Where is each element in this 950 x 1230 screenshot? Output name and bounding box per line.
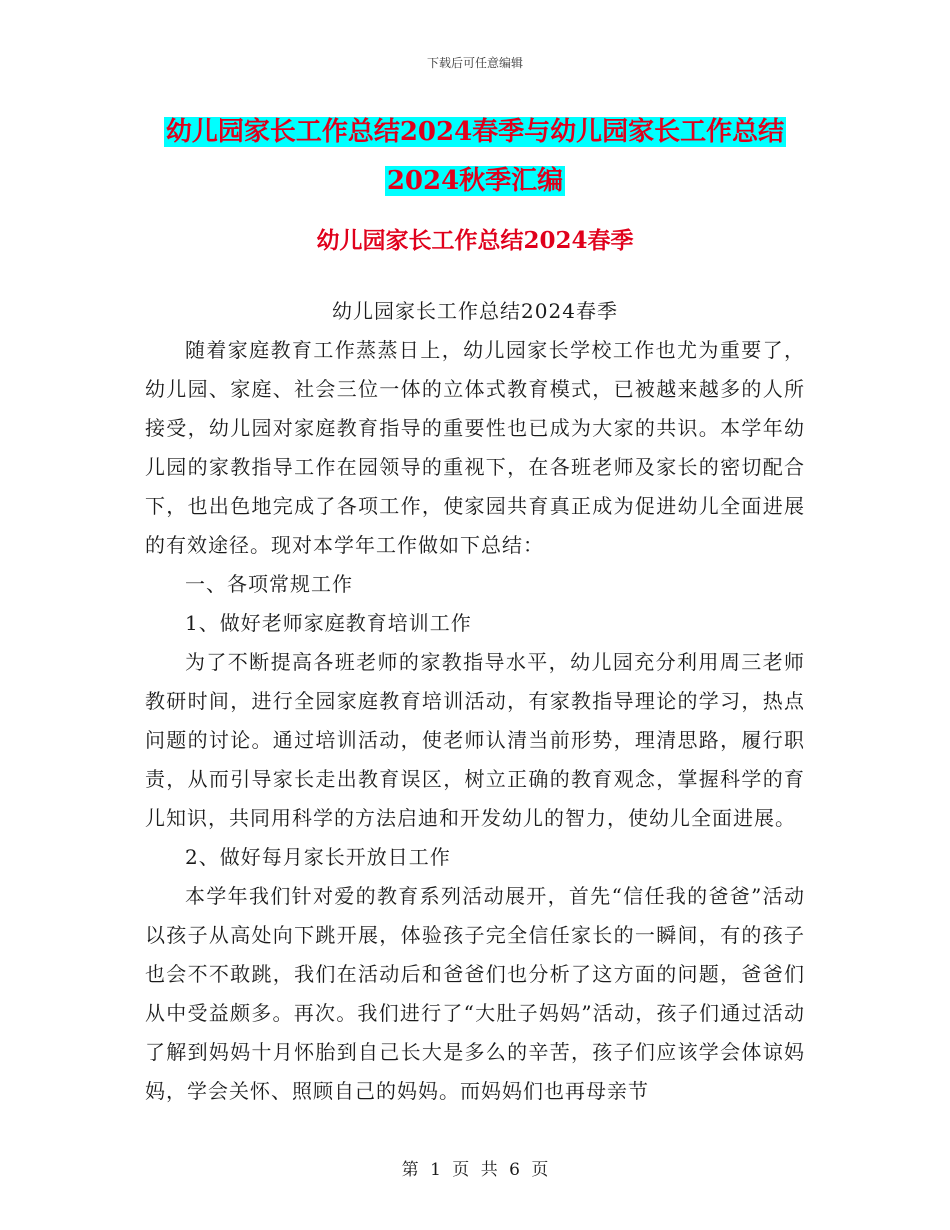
- heading-open-day: 2、做好每月家长开放日工作: [185, 845, 451, 869]
- teacher-training-paragraph: 为了不断提高各班老师的家教指导水平，幼儿园充分利用周三老师教研时间，进行全园家庭教育培训活动，有家教指导理论的学习，热点问题的讨论。通过培训活动，使老师认清当前形势，理清思路，履行职责，从而引导家长走出教育误区，树立正确的教育观念，掌握科学的育儿知识，共同用科学的方法启迪和开发幼儿的智力，使幼儿全面进展。: [145, 650, 805, 830]
- document-body: [145, 292, 805, 1111]
- heading-routine-work: 一、各项常规工作: [185, 572, 353, 596]
- intro-paragraph: 随着家庭教育工作蒸蒸日上，幼儿园家长学校工作也尤为重要了，幼儿园、家庭、社会三位一体的立体式教育模式，已被越来越多的人所接受，幼儿园对家庭教育指导的重要性也已成为大家的共识。本学年幼儿园的家教指导工作在园领导的重视下，在各班老师及家长的密切配合下，也出色地完成了各项工作，使家园共育真正成为促进幼儿全面进展的有效途径。现对本学年工作做如下总结：: [145, 338, 805, 557]
- title-line-1: 幼儿园家长工作总结2024春季与幼儿园家长工作总结: [165, 117, 785, 147]
- section-title: 幼儿园家长工作总结2024春季: [316, 227, 634, 254]
- document-title: [0, 108, 950, 206]
- open-day-paragraph: 本学年我们针对爱的教育系列活动展开，首先“信任我的爸爸”活动以孩子从高处向下跳开展，体验孩子完全信任家长的一瞬间，有的孩子也会不不敢跳，我们在活动后和爸爸们也分析了这方面的问题，爸爸们从中受益颇多。再次。我们进行了“大肚子妈妈”活动，孩子们通过活动了解到妈妈十月怀胎到自己长大是多么的辛苦，孩子们应该学会体谅妈妈，学会关怀、照顾自己的妈妈。而妈妈们也再母亲节: [145, 884, 805, 1103]
- page-number: 第 1 页 共 6 页: [401, 1160, 549, 1180]
- body-subtitle: 幼儿园家长工作总结2024春季: [332, 299, 618, 323]
- header-note: 下载后可任意编辑: [426, 56, 523, 70]
- title-line-2: 2024秋季汇编: [386, 166, 564, 196]
- heading-teacher-training: 1、做好老师家庭教育培训工作: [185, 611, 472, 635]
